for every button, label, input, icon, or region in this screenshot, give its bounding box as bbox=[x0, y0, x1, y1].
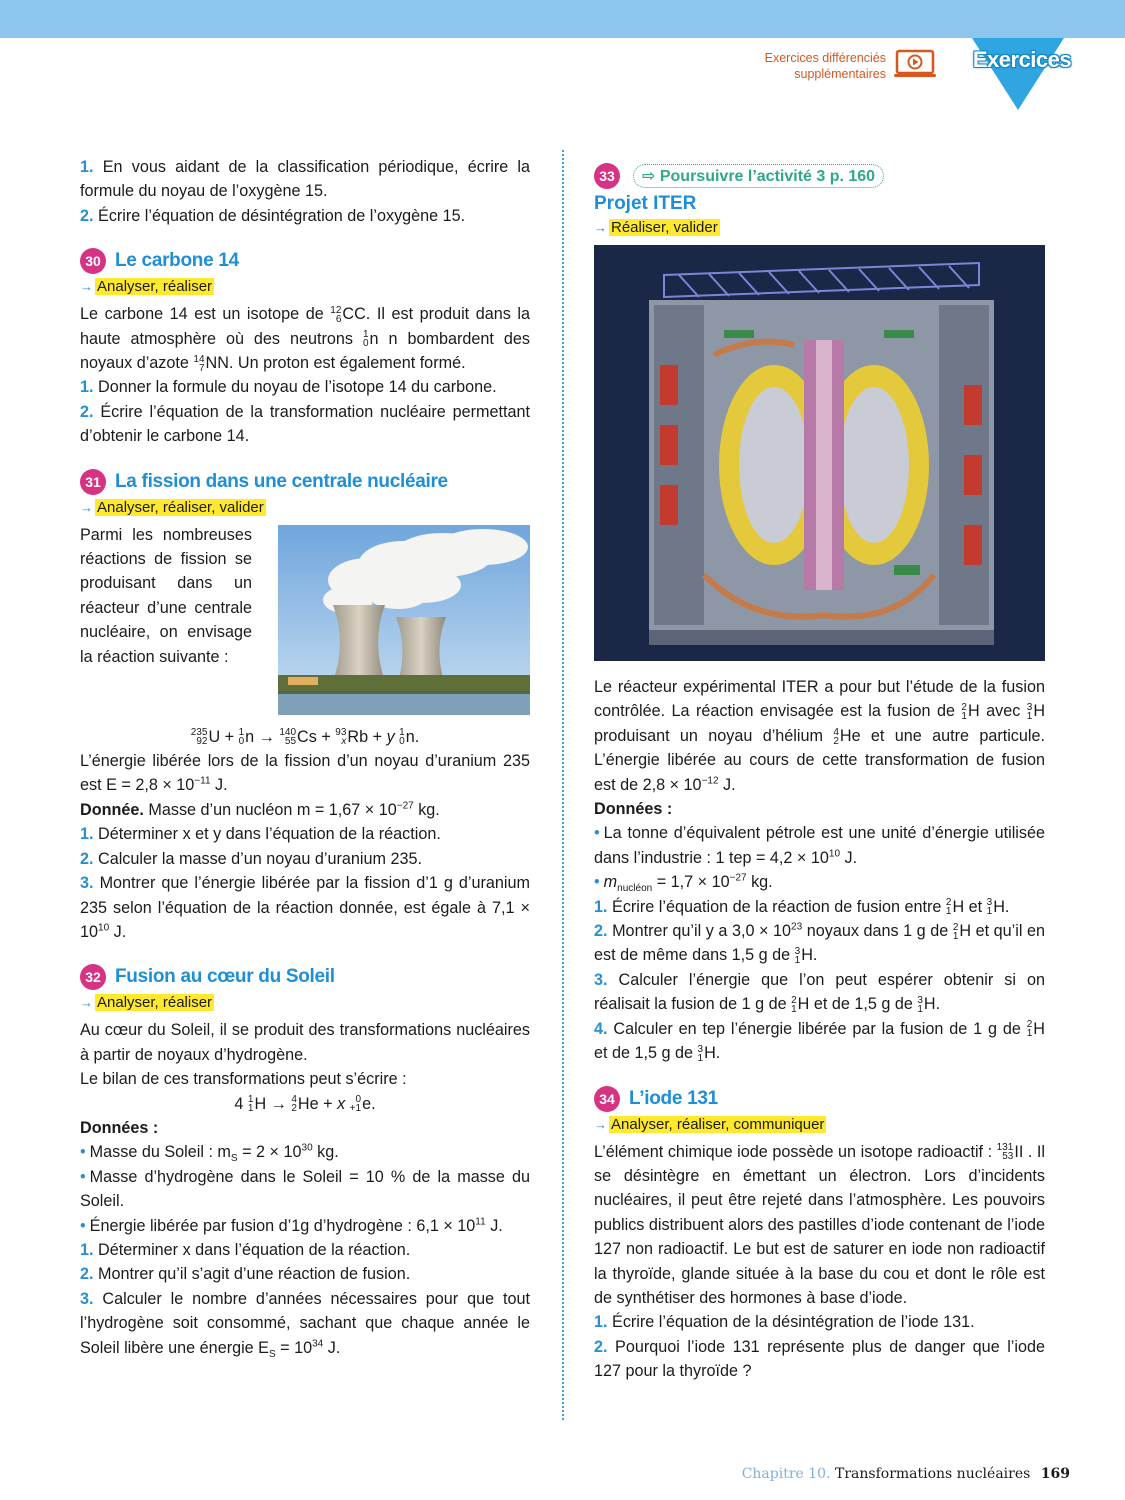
activity-link[interactable]: ⇨ Poursuivre l’activité 3 p. 160 bbox=[633, 164, 884, 188]
arrow-icon: ⇨ bbox=[642, 168, 656, 185]
ex30-header bbox=[80, 248, 530, 274]
arrow-icon: → bbox=[594, 220, 607, 235]
ex31-energy: L’énergie libérée lors de la fission d’un noyau d’uranium 235 est $E = 2,8 \times 10^{-11}$ J. bbox=[80, 752, 530, 795]
ex33-donnees-label: Données : bbox=[594, 800, 673, 819]
ex32-question-1: 1. Déterminer x dans l’équation de la réaction. bbox=[80, 1240, 411, 1259]
ex30-intro: Le carbone 14 est un isotope de 12 6 CC. Il est produit dans la haute atmosphère où des neutrons 1 0 n n bombardent des noyaux d’azote 14 7 NN. Un proton est également formé. bbox=[80, 304, 531, 374]
ex31-question-1: 1. Déterminer x et y dans l’équation de la réaction. bbox=[80, 825, 441, 844]
exercise-number-badge: 34 bbox=[594, 1086, 620, 1112]
ex31-equation: 235 92 U + 1 0 n → 140 55 Cs + 93 x Rb + y 1 0 n. bbox=[190, 727, 420, 748]
exercise-title: Projet ITER bbox=[594, 193, 697, 214]
chapter-title: Transformations nucléaires bbox=[835, 1466, 1031, 1482]
ex31-question-2: 2. Calculer la masse d’un noyau d’uranium 235. bbox=[80, 849, 422, 868]
ex31-question-3: 3. Montrer que l’énergie libérée par la fission d’1 g d’uranium 235 selon l’équation de la réaction donnée, est égale à $7,1 \times 10^{10}$ J. bbox=[80, 874, 531, 941]
page-number: 169 bbox=[1040, 1466, 1070, 1482]
exercise-number-badge: 33 bbox=[594, 163, 620, 189]
ex33-donnee-2: • $m_{nucléon} = 1,7 \times 10^{-27}$ kg. bbox=[594, 872, 773, 895]
arrow-icon: → bbox=[80, 995, 93, 1011]
ex31-donnee: Donnée. Masse d’un nucléon $m = 1,67 \times 10^{-27}$ kg. bbox=[80, 800, 440, 819]
exercise-number-badge: 32 bbox=[80, 964, 106, 990]
ex30-question-1: 1. Donner la formule du noyau de l’isotope 14 du carbone. bbox=[80, 378, 497, 397]
column-divider bbox=[562, 150, 564, 1420]
label-line-2: supplémentaires bbox=[794, 67, 886, 81]
ex32-bilan: Le bilan de ces transformations peut s’écrire : bbox=[80, 1070, 407, 1089]
ex34-question-1: 1. Écrire l’équation de la désintégration de l’iode 131. bbox=[594, 1313, 975, 1332]
ex33-intro: Le réacteur expérimental ITER a pour but l’étude de la fusion contrôlée. La réaction envisagée est la fusion de 2 1 H avec 3 1 H produisant un noyau d’hélium 4 2 He et une autre particule. L’énergie libérée au cours de cette transformation de fusion est de $2,8 \times 10^{-12}$ J. bbox=[594, 678, 1046, 794]
arrow-icon: → bbox=[80, 279, 93, 295]
arrow-icon: → bbox=[594, 1116, 607, 1132]
ex33-question-4: 4. Calculer en tep l’énergie libérée par la fusion de 1 g de 2 1 H et de 1,5 g de 3 1 H. bbox=[594, 1019, 1045, 1064]
ex34-intro: L’élément chimique iode possède un isotope radioactif : 131 53 II . Il se désintègre en émettant un électron. Lors d’incidents nucléaires, il peut être rejeté dans l’atmosphère. Les pouvoirs publics distribuent alors des pastilles d’iode contenant de l’iode 127 non radioactif. Le but est de saturer en iode non radioactif la thyroïde, glande située à la base du cou et dont le rôle est de synthétiser des hormones à base d’iode. bbox=[594, 1142, 1045, 1307]
exercise-title: Fusion au cœur du Soleil bbox=[115, 966, 335, 988]
video-play-icon[interactable] bbox=[894, 48, 936, 80]
ex33-question-1: 1. Écrire l’équation de la réaction de fusion entre 2 1 H et 3 1 H. bbox=[594, 897, 1010, 918]
exercise-title: Le carbone 14 bbox=[115, 250, 239, 272]
ex32-donnee-2: • Masse d’hydrogène dans le Soleil = 10 % de la masse du Soleil. bbox=[80, 1167, 530, 1211]
chapter-label: Chapitre 10. bbox=[741, 1466, 831, 1482]
ex30-question-2: 2. Écrire l’équation de la transformation nucléaire permettant d’obtenir le carbone 14. bbox=[80, 402, 530, 446]
ex32-equation: 4 1 1 H → 4 2 He + x 0 +1 e. bbox=[234, 1094, 376, 1115]
exercise-title: L’iode 131 bbox=[629, 1087, 718, 1109]
skill-label: → Analyser, réaliser bbox=[80, 994, 213, 1012]
ex32-question-3: 3. Calculer le nombre d’années nécessaires pour que tout l’hydrogène soit consommé, sachant que chaque année le Soleil libère une énergie $E_S = 10^{34}$ J. bbox=[80, 1289, 530, 1360]
page-footer bbox=[0, 1466, 1070, 1482]
label-line-1: Exercices différenciés bbox=[764, 51, 886, 65]
ex32-donnees-label: Données : bbox=[80, 1118, 159, 1137]
ex32-header bbox=[80, 964, 530, 990]
ex29-question-1: 1. En vous aidant de la classification périodique, écrire la formule du noyau de l’oxygène 15. bbox=[80, 158, 531, 201]
ex29-question-2: 2. Écrire l’équation de désintégration de l’oxygène 15. bbox=[80, 206, 466, 225]
ex34-header bbox=[594, 1086, 1045, 1112]
skill-label: → Analyser, réaliser, communiquer bbox=[594, 1115, 825, 1133]
ex33-question-3: 3. Calculer l’énergie que l’on peut espérer obtenir si on réalisait la fusion de 1 g de 2 1 H et de 1,5 g de 3 1 H. bbox=[594, 970, 1045, 1015]
right-column bbox=[594, 163, 1045, 1384]
skill-label: → Analyser, réaliser, valider bbox=[80, 498, 264, 516]
exercices-tab-title: Exercices bbox=[972, 47, 1072, 72]
exercise-title: La fission dans une centrale nucléaire bbox=[115, 470, 448, 492]
ex32-intro: Au cœur du Soleil, il se produit des transformations nucléaires à partir de noyaux d’hydrogène. bbox=[80, 1021, 530, 1064]
skill-label: → Réaliser, valider bbox=[594, 219, 718, 236]
ex31-header bbox=[80, 469, 530, 495]
ex32-donnee-3: • Énergie libérée par fusion d’1g d’hydrogène : $6,1 \times 10^{11}$ J. bbox=[80, 1216, 503, 1235]
exercise-number-badge: 31 bbox=[80, 469, 106, 495]
top-banner bbox=[0, 0, 1125, 38]
ex33-question-2: 2. Montrer qu’il y a $3,0 \times 10^{23}$ noyaux dans 1 g de 2 1 H et qu’il en est de même dans 1,5 g de 3 1 H. bbox=[594, 921, 1046, 967]
left-column bbox=[80, 155, 530, 1360]
iter-reactor-illustration bbox=[594, 245, 1045, 661]
ex32-donnee-1: • Masse du Soleil : $m_S = 2 \times 10^{30}$ kg. bbox=[80, 1142, 339, 1165]
skill-label: → Analyser, réaliser bbox=[80, 278, 213, 296]
ex33-header bbox=[594, 163, 1045, 189]
cooling-towers-photo bbox=[278, 525, 530, 715]
ex31-intro: Parmi les nombreuses réactions de fission se produisant dans un réacteur d’une centrale nucléaire, on envisage la réaction suivante : bbox=[80, 525, 252, 666]
exercise-number-badge: 30 bbox=[80, 248, 106, 274]
arrow-icon: → bbox=[80, 499, 93, 515]
nuclide-notation: 12 6 bbox=[330, 304, 342, 325]
ex33-donnee-1: • La tonne d’équivalent pétrole est une unité d’énergie utilisée dans l’industrie : 1 tep = $4,2 \times 10^{10}$ J. bbox=[594, 824, 1045, 867]
supplementary-exercises-label[interactable] bbox=[736, 50, 886, 82]
ex32-question-2: 2. Montrer qu’il s’agit d’une réaction de fusion. bbox=[80, 1265, 411, 1284]
ex34-question-2: 2. Pourquoi l’iode 131 représente plus de danger que l’iode 127 pour la thyroïde ? bbox=[594, 1337, 1045, 1381]
